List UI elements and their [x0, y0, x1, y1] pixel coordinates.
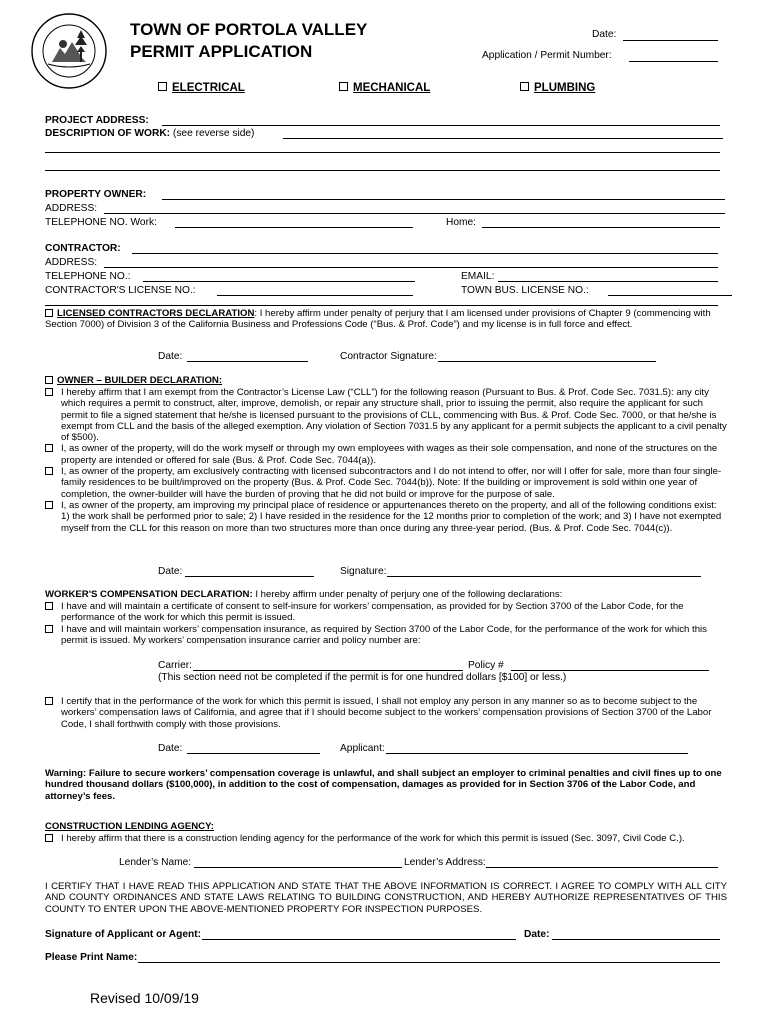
carrier-field[interactable]	[193, 670, 463, 671]
permit-number-label: Application / Permit Number:	[482, 50, 612, 61]
description-field-1[interactable]	[283, 138, 723, 139]
lending-item-row	[45, 833, 727, 844]
list-item	[45, 466, 727, 500]
workers-comp-certify-row	[45, 696, 727, 730]
checkbox-icon[interactable]	[45, 309, 53, 317]
town-license-label: TOWN BUS. LICENSE NO.:	[461, 285, 589, 296]
contractor-address-field[interactable]	[104, 267, 718, 268]
workers-comp-item-2: I have and will maintain workers’ compensation insurance, as required by Section 3700 of the Labor Code, for the performance of the work for which this permit is issued. My workers’ compensation insurance carrier and policy number are:	[61, 623, 707, 646]
checkbox-icon[interactable]	[45, 376, 53, 384]
town-license-field[interactable]	[608, 295, 732, 296]
applicant-field[interactable]	[386, 753, 688, 754]
workers-comp-note: (This section need not be completed if the permit is for one hundred dollars [$100] or less.)	[158, 672, 567, 683]
lending-heading: CONSTRUCTION LENDING AGENCY:	[45, 821, 214, 832]
permit-number-field[interactable]	[629, 61, 718, 62]
checkbox-icon[interactable]	[45, 697, 53, 705]
list-item	[45, 443, 727, 466]
list-item	[45, 601, 727, 624]
checkbox-icon[interactable]	[45, 602, 53, 610]
contractor-license-label: CONTRACTOR'S LICENSE NO.:	[45, 285, 196, 296]
owner-builder-signature-label: Signature:	[340, 566, 387, 577]
revised-date: Revised 10/09/19	[90, 990, 199, 1006]
list-item	[45, 500, 727, 534]
list-item	[45, 624, 727, 647]
owner-telephone-field[interactable]	[175, 227, 413, 228]
policy-label: Policy #	[468, 660, 504, 671]
section-divider	[45, 305, 718, 306]
owner-home-field[interactable]	[482, 227, 720, 228]
contractor-name-field[interactable]	[132, 253, 718, 254]
licensed-signature-label: Contractor Signature:	[340, 351, 437, 362]
lender-address-label: Lender’s Address:	[404, 857, 486, 868]
print-name-field[interactable]	[138, 962, 720, 963]
checkbox-icon	[158, 82, 167, 91]
workers-comp-date-label: Date:	[158, 743, 183, 754]
project-address-label: PROJECT ADDRESS:	[45, 115, 149, 126]
signature-date-label: Date:	[524, 929, 550, 940]
print-name-label: Please Print Name:	[45, 952, 138, 963]
lender-name-field[interactable]	[194, 867, 402, 868]
certify-statement: I CERTIFY THAT I HAVE READ THIS APPLICATION AND STATE THAT THE ABOVE INFORMATION IS CORRECT. I AGREE TO COMPLY WITH ALL CITY AND COUNTY ORDINANCES AND STATE LAWS RELATING TO BUILDING CONSTRUCTION, AND HEREBY AUTHORIZE REPRESENTATIVES OF THIS COUNTY TO ENTER UPON THE ABOVE-MENTIONED PROPERTY FOR INSPECTION PURPOSES.	[45, 881, 727, 915]
owner-home-label: Home:	[446, 217, 477, 228]
checkbox-icon[interactable]	[45, 625, 53, 633]
owner-name-field[interactable]	[162, 199, 725, 200]
contractor-license-field[interactable]	[217, 295, 413, 296]
workers-comp-item-1: I have and will maintain a certificate of consent to self-insure for workers’ compensation, as provided for by Section 3700 of the Labor Code, for the performance of the work for which this permit is issued.	[61, 601, 684, 624]
workers-comp-date-field[interactable]	[187, 753, 320, 754]
checkbox-electrical[interactable]	[158, 82, 245, 94]
owner-label: PROPERTY OWNER:	[45, 189, 147, 200]
owner-builder-date-field[interactable]	[185, 576, 314, 577]
checkbox-icon[interactable]	[45, 501, 53, 509]
applicant-signature-field[interactable]	[202, 939, 516, 940]
licensed-date-field[interactable]	[187, 361, 308, 362]
contractor-address-label: ADDRESS:	[45, 257, 98, 268]
licensed-signature-field[interactable]	[438, 361, 656, 362]
owner-builder-item-2: I, as owner of the property, will do the work myself or through my own employees with wages as their sole compensation, and none of the structures on the property are intended or offered for sale (Bus. & Prof. Code Sec. 7044(a)).	[61, 443, 718, 466]
checkbox-icon[interactable]	[45, 444, 53, 452]
description-note: (see reverse side)	[172, 128, 255, 139]
owner-builder-heading-row	[45, 375, 222, 386]
lending-item: I hereby affirm that there is a construction lending agency for the performance of the work for which this permit is issued (Sec. 3097, Civil Code C.).	[61, 833, 685, 844]
header-date-field[interactable]	[623, 40, 718, 41]
owner-builder-items	[45, 387, 727, 534]
licensed-date-label: Date:	[158, 351, 183, 362]
permit-type-electrical: ELECTRICAL	[172, 82, 245, 94]
carrier-label: Carrier:	[158, 660, 192, 671]
lender-name-label: Lender’s Name:	[119, 857, 192, 868]
licensed-declaration	[45, 308, 727, 331]
contractor-telephone-label: TELEPHONE NO.:	[45, 271, 131, 282]
lender-address-field[interactable]	[486, 867, 718, 868]
permit-type-plumbing: PLUMBING	[534, 82, 596, 94]
owner-telephone-label: TELEPHONE NO. Work:	[45, 217, 157, 228]
contractor-email-field[interactable]	[498, 281, 718, 282]
header-date-label: Date:	[592, 29, 617, 40]
owner-builder-item-1: I hereby affirm that I am exempt from the Contractor’s License Law (“CLL”) for the following reason (Pursuant to Bus. & Prof. Code Sec. 7031.5): any city which requires a permit to construct, alter, improve, demolish, or repair any structure shall, prior to issuing the permit, also require the applicant for such permit to file a signed statement that he/she is licensed pursuant to the provisions of CLL, commencing with Bus. & Prof. Code Sec. 7000, or that he/she is exempt from CLL and the basis of the alleged exemption. Any violation of Section 7031.5 by any applicant for a permit subjects the applicant to a civil penalty of $500).	[61, 387, 727, 444]
town-seal	[30, 12, 108, 90]
workers-comp-intro: I hereby affirm under penalty of perjury one of the following declarations:	[252, 589, 563, 600]
project-address-field[interactable]	[162, 125, 720, 126]
policy-field[interactable]	[511, 670, 709, 671]
contractor-label: CONTRACTOR:	[45, 243, 121, 254]
owner-address-label: ADDRESS:	[45, 203, 98, 214]
owner-builder-item-4: I, as owner of the property, am improving my principal place of residence or appurtenances thereto on the property, and all of the following conditions exist: 1) the work shall be performed prior to sale; 2) I have resided in the residence for the 12 months prior to completion of the work; and 3) I have not exempted myself from the CLL for this reason on more than two structures more than once during any three-year period. (Bus. & Prof. Code Sec. 7044(c)).	[61, 499, 722, 534]
workers-comp-warning: Warning: Failure to secure workers’ compensation coverage is unlawful, and shall subject an employer to criminal penalties and civil fines up to one hundred thousand dollars ($100,000), in addition to the cost of compensation, damages as provided for in Section 3706 of the Labor Code, and attorney’s fees.	[45, 768, 722, 802]
list-item	[45, 696, 727, 730]
description-label-row	[45, 128, 254, 140]
owner-address-field[interactable]	[104, 213, 725, 214]
checkbox-icon[interactable]	[45, 388, 53, 396]
workers-comp-heading-row	[45, 589, 727, 600]
list-item	[45, 833, 727, 844]
owner-builder-date-label: Date:	[158, 566, 183, 577]
contractor-email-label: EMAIL:	[461, 271, 495, 282]
page-title-line2: PERMIT APPLICATION	[130, 42, 313, 61]
workers-comp-certify: I certify that in the performance of the work for which this permit is issued, I shall not employ any person in any manner so as to become subject to the workers’ compensation laws of California, and agree that if I should become subject to the workers’ compensation provisions of Section 3700 of the Labor Code, I shall forthwith comply with those provisions.	[61, 696, 712, 730]
list-item	[45, 387, 727, 443]
description-label: DESCRIPTION OF WORK:	[45, 128, 171, 139]
workers-comp-items	[45, 601, 727, 646]
signature-date-field[interactable]	[552, 939, 720, 940]
checkbox-mechanical[interactable]	[339, 82, 430, 94]
checkbox-icon[interactable]	[45, 834, 53, 842]
owner-builder-signature-field[interactable]	[387, 576, 701, 577]
owner-builder-heading: OWNER – BUILDER DECLARATION:	[57, 375, 223, 386]
page-title-line1: TOWN OF PORTOLA VALLEY	[130, 20, 368, 39]
description-field-3[interactable]	[45, 170, 720, 171]
checkbox-icon	[520, 82, 529, 91]
owner-builder-item-3: I, as owner of the property, am exclusively contracting with licensed subcontractors and I do not intend to offer, nor will I offer for sale, more than four single-family residences to be built/improved on the property (Bus. & Prof. Code Sec. 7044(b)). Note: If the building or improvement is sold within one year of completion, the owner-builder will have the burden of proving that he did not build or improve for the purpose of sale.	[61, 466, 722, 500]
applicant-signature-label: Signature of Applicant or Agent:	[45, 929, 202, 940]
description-field-2[interactable]	[45, 152, 720, 153]
contractor-telephone-field[interactable]	[143, 281, 415, 282]
checkbox-icon[interactable]	[45, 467, 53, 475]
workers-comp-heading: WORKER'S COMPENSATION DECLARATION:	[45, 589, 253, 600]
permit-type-mechanical: MECHANICAL	[353, 82, 431, 94]
licensed-heading: LICENSED CONTRACTORS DECLARATION	[57, 308, 255, 319]
town-seal-icon	[30, 12, 108, 90]
applicant-label: Applicant:	[340, 743, 385, 754]
checkbox-plumbing[interactable]	[520, 82, 595, 94]
licensed-text: : I hereby affirm under penalty of perjury that I am licensed under provisions of Chapter 9 (commencing with Section 7000) of Division 3 of the California Business and Professions Code (“Bus. & Prof. Code”) and my license is in full force and effect.	[45, 308, 711, 331]
checkbox-icon	[339, 82, 348, 91]
